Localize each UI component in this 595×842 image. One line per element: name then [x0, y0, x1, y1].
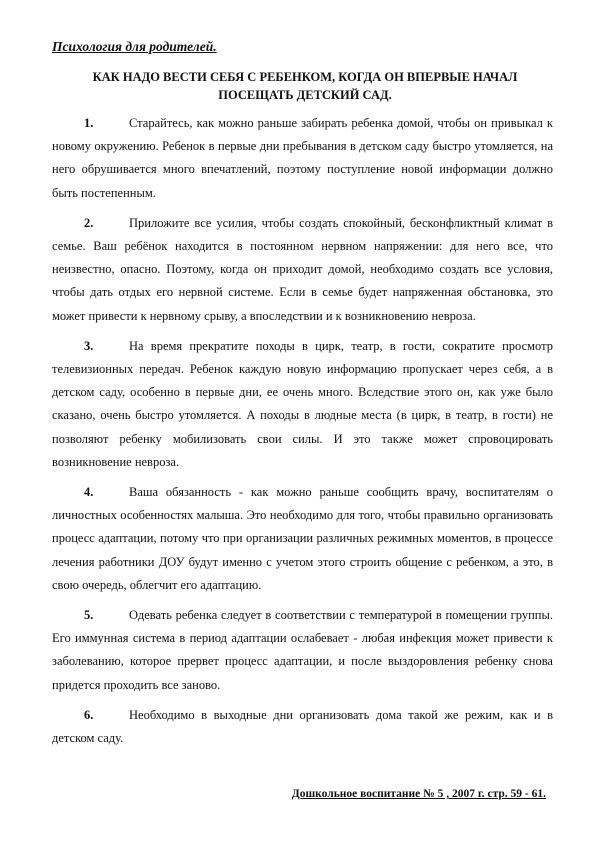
paragraph-text: На время прекратите походы в цирк, театр, в гости, сократите просмотр телевизионных передач. Ребенок каждую новую информацию пропускает через себя, а в детском саду, особенно в первые дни, ее очень много. Вследствие этого он, как уже было сказано, очень быстро утомляется. А походы в людные места (в цирк, в театр, в гости) не позволяют ребенку мобилизовать свои силы. И это также может спровоцировать возникновение невроза.: [52, 338, 553, 469]
document-body: [52, 112, 553, 757]
paragraph-number: 1.: [84, 116, 94, 130]
paragraph-number: 2.: [84, 215, 94, 230]
paragraph-text: Одевать ребенка следует в соответствии с температурой в помещении группы. Его иммунная система в период адаптации ослабевает - любая инфекция может привести к заболеванию, которое прервет процесс адаптации, и после выздоровления ребенку снова придется проходить все заново.: [52, 608, 553, 692]
paragraph-number: 6.: [84, 707, 94, 722]
section-heading: Психология для родителей.: [52, 39, 217, 54]
document-title: КАК НАДО ВЕСТИ СЕБЯ С РЕБЕНКОМ, КОГДА ОН ВПЕРВЫЕ НАЧАЛ ПОСЕЩАТЬ ДЕТСКИЙ САД.: [92, 70, 518, 102]
paragraph-5: [52, 604, 553, 697]
paragraph-number: 4.: [84, 485, 94, 500]
paragraph-4: [52, 481, 553, 597]
paragraph-text: Старайтесь, как можно раньше забирать ребенка домой, чтобы он привыкал к новому окружению. Ребенок в первые дни пребывания в детском саду быстро утомляется, на него обрушивается много впечатлений, поэтому поступление новой информации должно быть постепенным.: [52, 116, 553, 200]
paragraph-text: Приложите все усилия, чтобы создать спокойный, бесконфликтный климат в семье. Ваш ребёнок находится в постоянном нервном напряжении: для него все, что неизвестно, опасно. Поэтому, когда он приходит домой, необходимо создать все условия, чтобы дать отдых его нервной системе. Если в семье будет напряженная обстановка, это может привести к нервному срыву, а впоследствии и к возникновению невроза.: [52, 215, 553, 323]
paragraph-6: [52, 704, 553, 750]
paragraph-2: [52, 212, 553, 328]
paragraph-text: Ваша обязанность - как можно раньше сообщить врачу, воспитателям о личностных особенностях малыша. Это необходимо для того, чтобы правильно организовать процесс адаптации, потому что при организации различных режимных моментов, в процессе лечения работники ДОУ будут именно с учетом этого строить общение с ребенком, а это, в свою очередь, облегчит его адаптацию.: [52, 485, 553, 592]
source-citation: Дошкольное воспитание № 5 , 2007 г. стр. 59 - 61.: [291, 788, 546, 800]
paragraph-1: [52, 112, 553, 205]
paragraph-text: Необходимо в выходные дни организовать дома такой же режим, как и в детском саду.: [52, 707, 553, 746]
paragraph-number: 5.: [84, 608, 94, 623]
paragraph-3: [52, 335, 553, 474]
paragraph-number: 3.: [84, 338, 94, 353]
